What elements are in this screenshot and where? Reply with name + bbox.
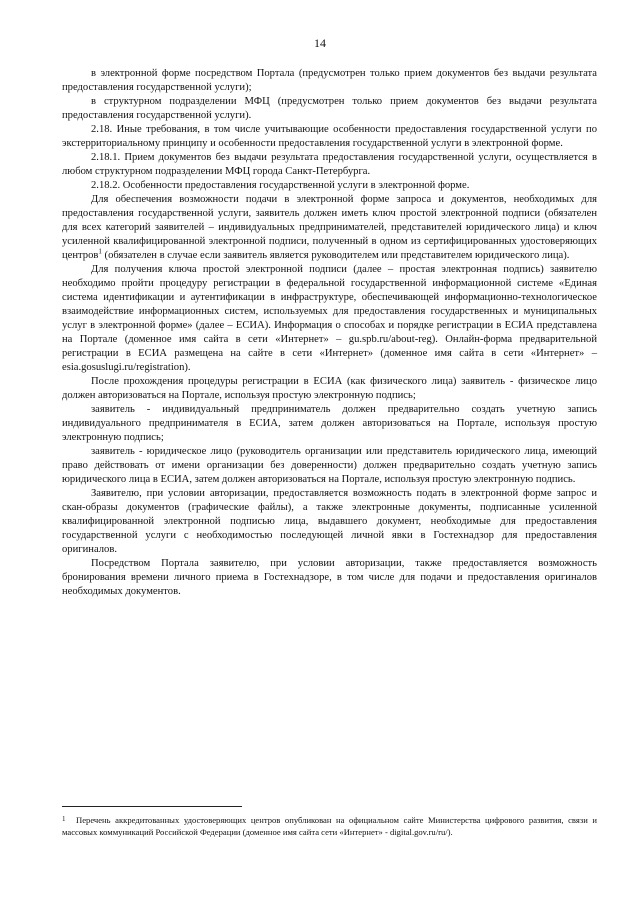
document-body (62, 67, 597, 599)
paragraph-2-18: 2.18. Иные требования, в том числе учитывающие особенности предоставления государственной услуги по экстерриториальному принципу и особенности предоставления государственной услуги в электронной форме. (62, 124, 597, 149)
paragraph-signature-requirements (62, 193, 597, 263)
paragraph-portal-option: в электронной форме посредством Портала (предусмотрен только прием документов без выдачи результата предоставления государственной услуги); (62, 68, 597, 93)
signature-requirements-text: Для обеспечения возможности подачи в электронной форме запроса и документов, необходимых для предоставления государственной услуги, заявитель должен иметь ключ простой электронной подписи (обязателен для всех категорий заявителей – индивидуальных предпринимателей, представителей юридического лица) и ключ усиленной квалифицированной электронной подписи, полученный в одном из сертифицированных удостоверяющих центров (62, 194, 597, 261)
paragraph-legal-entity-login: заявитель - юридическое лицо (руководитель организации или представитель юридического лица, имеющий право действовать от имени организации без доверенности) должен предварительно создать учетную запись юридического лица в ЕСИА, затем должен авторизоваться на Портале, используя простую электронную подпись. (62, 446, 597, 485)
page-number: 14 (314, 36, 326, 50)
paragraph-appointment-booking: Посредством Портала заявителю, при условии авторизации, также предоставляется возможность бронирования времени личного приема в Гостехнадзоре, в том числе для подачи и предоставления оригиналов необходимых документов. (62, 558, 597, 597)
paragraph-esia-registration: Для получения ключа простой электронной подписи (далее – простая электронная подпись) заявителю необходимо пройти процедуру регистрации в федеральной государственной информационной системе «Единая система идентификации и аутентификации в инфраструктуре, обеспечивающей информационно-технологическое взаимодействие информационных систем, используемых для предоставления государственных и муниципальных услуг в электронной форме» (далее – ЕСИА). Информация о способах и порядке регистрации в ЕСИА представлена на Портале (доменное имя сайта в сети «Интернет» – gu.spb.ru/about-reg). Онлайн-форма предварительной регистрации в ЕСИА размещена на сайте в сети «Интернет» (доменное имя сайта в сети «Интернет» – esia.gosuslugi.ru/registration). (62, 264, 597, 373)
footnote-separator (62, 806, 242, 807)
footnote (62, 814, 597, 838)
paragraph-electronic-submission: Заявителю, при условии авторизации, предоставляется возможность подать в электронной форме запрос и скан-образы документов (графические файлы), а также электронные документы, подписанные усиленной квалифицированной электронной подписью лица, выдавшего документ, необходимые для предоставления государственной услуги с необходимостью последующей личной явки в Гостехнадзор для предоставления оригиналов. (62, 488, 597, 555)
paragraph-2-18-2: 2.18.2. Особенности предоставления государственной услуги в электронной форме. (91, 180, 470, 191)
paragraph-2-18-1: 2.18.1. Прием документов без выдачи результата предоставления государственной услуги, осуществляется в любом структурном подразделении МФЦ города Санкт-Петербурга. (62, 152, 597, 177)
footnote-text: Перечень аккредитованных удостоверяющих центров опубликован на официальном сайте Министерства цифрового развития, связи и массовых коммуникаций Российской Федерации (доменное имя сайта сети «Интернет» - digital.gov.ru/ru/). (62, 815, 597, 837)
footnote-mark: 1 (62, 815, 66, 823)
paragraph-individual-login: После прохождения процедуры регистрации в ЕСИА (как физического лица) заявитель - физическое лицо должен авторизоваться на Портале, используя простую электронную подпись; (62, 376, 597, 401)
footnote-reference: 1 (98, 247, 102, 256)
paragraph-mfc-option: в структурном подразделении МФЦ (предусмотрен только прием документов без выдачи результата предоставления государственной услуги). (62, 96, 597, 121)
paragraph-entrepreneur-login: заявитель - индивидуальный предприниматель должен предварительно создать учетную запись индивидуального предпринимателя в ЕСИА, затем должен авторизоваться на Портале, используя простую электронную подпись; (62, 404, 597, 443)
signature-requirements-text-end: (обязателен в случае если заявитель является руководителем или представителем юридического лица). (101, 250, 570, 261)
